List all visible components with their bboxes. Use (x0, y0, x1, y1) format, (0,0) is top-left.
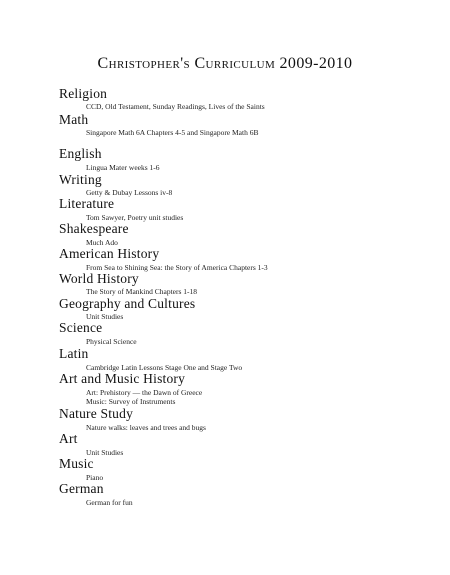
subject-heading-writing: Writing (59, 172, 102, 187)
subject-detail-art: Unit Studies (86, 448, 124, 457)
subject-detail-german: German for fun (86, 498, 133, 507)
subject-detail-music: Piano (86, 473, 104, 482)
subject-detail-science: Physical Science (86, 337, 137, 346)
subject-heading-world-history: World History (59, 271, 139, 286)
subject-detail-writing: Getty & Dubay Lessons iv-8 (86, 188, 173, 197)
page-title: Christopher's Curriculum 2009-2010 (97, 55, 353, 72)
subject-heading-religion: Religion (59, 86, 108, 101)
subject-detail-math: Singapore Math 6A Chapters 4-5 and Singapore Math 6B (86, 128, 259, 137)
subject-heading-literature: Literature (59, 196, 115, 211)
subject-heading-music: Music (59, 456, 94, 471)
subject-detail-world-history: The Story of Mankind Chapters 1-18 (86, 287, 198, 296)
subject-heading-science: Science (59, 320, 103, 335)
subject-detail-american-history: From Sea to Shining Sea: the Story of America Chapters 1-3 (86, 263, 268, 272)
subject-detail-geography-and-cultures: Unit Studies (86, 312, 124, 321)
subject-detail-nature-study: Nature walks: leaves and trees and bugs (86, 423, 206, 432)
subject-detail-art-history: Art: Prehistory — the Dawn of Greece (86, 388, 203, 397)
subject-heading-art-and-music-history: Art and Music History (59, 371, 186, 386)
subject-heading-english: English (59, 146, 102, 161)
subject-detail-english: Lingua Mater weeks 1-6 (86, 163, 160, 172)
subject-detail-shakespeare: Much Ado (86, 238, 118, 247)
subject-heading-math: Math (59, 112, 89, 127)
subject-heading-art: Art (59, 431, 78, 446)
subject-heading-shakespeare: Shakespeare (59, 221, 129, 236)
subject-detail-music-history: Music: Survey of Instruments (86, 397, 176, 406)
subject-detail-latin: Cambridge Latin Lessons Stage One and Stage Two (86, 363, 243, 372)
subject-detail-religion: CCD, Old Testament, Sunday Readings, Lives of the Saints (86, 102, 265, 111)
subject-detail-literature: Tom Sawyer, Poetry unit studies (86, 213, 184, 222)
subject-heading-american-history: American History (59, 246, 160, 261)
subject-heading-nature-study: Nature Study (59, 406, 134, 421)
subject-heading-geography-and-cultures: Geography and Cultures (59, 296, 196, 311)
subject-heading-latin: Latin (59, 346, 89, 361)
subject-heading-german: German (59, 481, 104, 496)
